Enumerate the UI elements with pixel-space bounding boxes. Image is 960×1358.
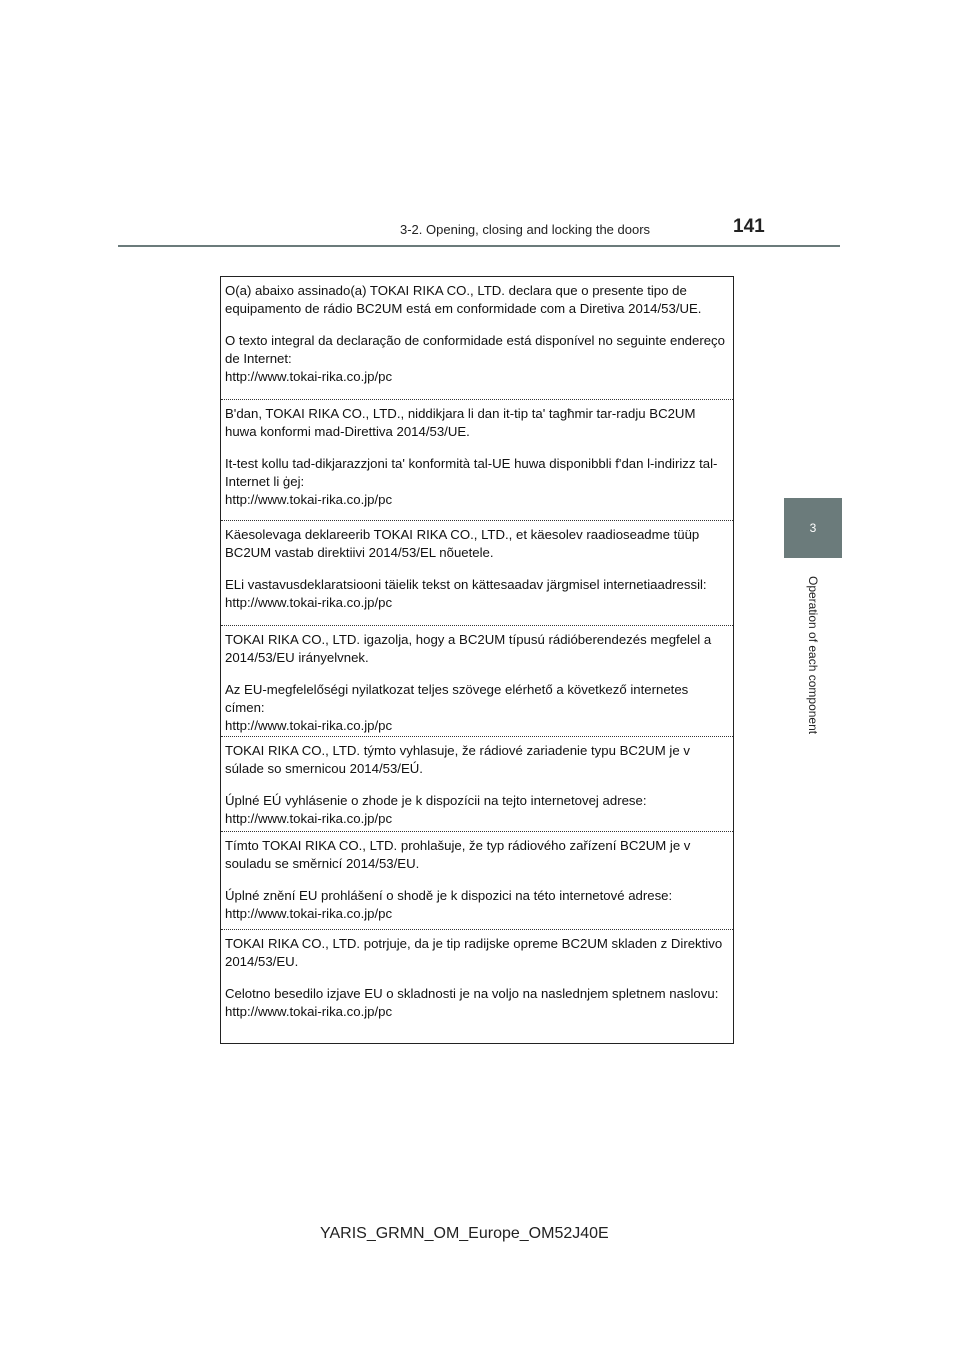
document-code: YARIS_GRMN_OM_Europe_OM52J40E: [320, 1225, 609, 1242]
declaration-url: http://www.tokai-rika.co.jp/pc: [225, 492, 393, 507]
availability-text: Celotno besedilo izjave EU o skladnosti je na voljo na naslednjem spletnem naslovu:: [225, 986, 719, 1001]
availability-text: Úplné znění EU prohlášení o shodě je k dispozici na této internetové adrese:: [225, 888, 673, 903]
availability-text: Úplné EÚ vyhlásenie o zhode je k dispozícii na tejto internetovej adrese:: [225, 793, 647, 808]
declaration-text: TOKAI RIKA CO., LTD. igazolja, hogy a BC2UM típusú rádióberendezés megfelel a 2014/53/EU irányelvnek.: [225, 632, 712, 665]
chapter-label-text: Operation of each component: [806, 575, 820, 735]
declaration-url: http://www.tokai-rika.co.jp/pc: [225, 1004, 393, 1019]
declaration-url: http://www.tokai-rika.co.jp/pc: [225, 718, 393, 733]
declaration-section-portuguese: [221, 276, 733, 399]
availability-text: Az EU-megfelelőségi nyilatkozat teljes szövege elérhető a következő internetes címen:: [225, 682, 689, 715]
declaration-section-slovenian: [221, 929, 733, 1043]
section-title: 3-2. Opening, closing and locking the doors: [400, 222, 651, 237]
declaration-section-maltese: [221, 399, 733, 520]
chapter-label: [784, 562, 842, 748]
declaration-text: B'dan, TOKAI RIKA CO., LTD., niddikjara li dan it-tip ta' tagħmir tar-radju BC2UM huwa konformi mad-Direttiva 2014/53/UE.: [225, 406, 696, 439]
declaration-section-slovak: [221, 736, 733, 831]
declaration-url: http://www.tokai-rika.co.jp/pc: [225, 595, 393, 610]
availability-text: O texto integral da declaração de conformidade está disponível no seguinte endereço de Internet:: [225, 333, 725, 366]
declaration-url: http://www.tokai-rika.co.jp/pc: [225, 369, 393, 384]
declaration-text: Käesolevaga deklareerib TOKAI RIKA CO., LTD., et käesolev raadioseadme tüüp BC2UM vastab direktiivi 2014/53/EL nõuetele.: [225, 527, 700, 560]
header-divider: [118, 245, 840, 247]
page-number: 141: [733, 216, 765, 237]
availability-text: ELi vastavusdeklaratsiooni täielik tekst on kättesaadav järgmisel internetiaadressil:: [225, 577, 707, 592]
declaration-table: [220, 276, 734, 1044]
chapter-tab: 3: [784, 498, 842, 558]
availability-text: It-test kollu tad-dikjarazzjoni ta' konformità tal-UE huwa disponibbli f'dan l-indirizz tal-Internet li ġej:: [225, 456, 718, 489]
declaration-text: O(a) abaixo assinado(a) TOKAI RIKA CO., LTD. declara que o presente tipo de equipamento de rádio BC2UM está em conformidade com a Diretiva 2014/53/UE.: [225, 283, 702, 316]
declaration-url: http://www.tokai-rika.co.jp/pc: [225, 906, 393, 921]
declaration-section-hungarian: [221, 625, 733, 736]
declaration-section-estonian: [221, 520, 733, 625]
declaration-section-czech: [221, 831, 733, 929]
declaration-text: Tímto TOKAI RIKA CO., LTD. prohlašuje, že typ rádiového zařízení BC2UM je v souladu se směrnicí 2014/53/EU.: [225, 838, 691, 871]
declaration-text: TOKAI RIKA CO., LTD. týmto vyhlasuje, že rádiové zariadenie typu BC2UM je v súlade so smernicou 2014/53/EÚ.: [225, 743, 690, 776]
declaration-url: http://www.tokai-rika.co.jp/pc: [225, 811, 393, 826]
declaration-text: TOKAI RIKA CO., LTD. potrjuje, da je tip radijske opreme BC2UM skladen z Direktivo 2014/53/EU.: [225, 936, 723, 969]
